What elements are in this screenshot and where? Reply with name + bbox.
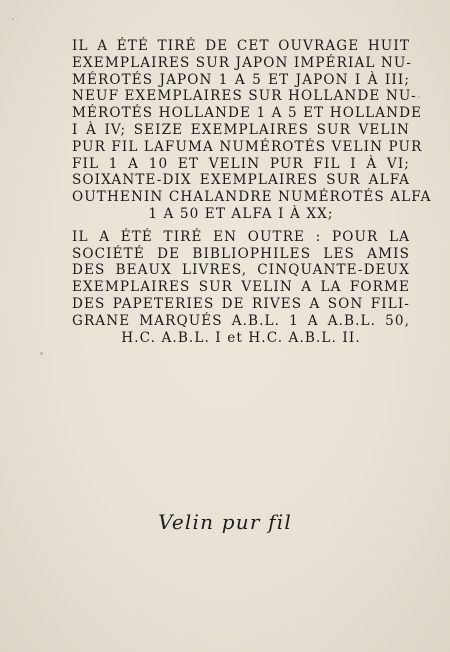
justification-line: EXEMPLAIRES SUR VELIN A LA FORME	[72, 279, 410, 296]
justification-line: DES BEAUX LIVRES, CINQUANTE-DEUX	[72, 262, 410, 279]
paper-speck	[40, 352, 43, 355]
justification-line: IL A ÉTÉ TIRÉ DE CET OUVRAGE HUIT	[72, 38, 410, 54]
justification-paragraph-2	[72, 229, 410, 347]
justification-line: GRANE MARQUÉS A.B.L. 1 A A.B.L. 50,	[72, 312, 410, 329]
justification-line: DES PAPETERIES DE RIVES A SON FILI-	[72, 295, 410, 312]
justification-line: MÉROTÉS JAPON 1 A 5 ET JAPON I À III;	[72, 71, 410, 88]
justification-line: H.C. A.B.L. I et H.C. A.B.L. II.	[121, 329, 361, 346]
justification-line: SOCIÉTÉ DE BIBLIOPHILES LES AMIS	[72, 245, 410, 262]
paper-speck	[12, 18, 14, 20]
justification-line: EXEMPLAIRES SUR JAPON IMPÉRIAL NU-	[72, 54, 412, 71]
justification-line: IL A ÉTÉ TIRÉ EN OUTRE : POUR LA	[72, 228, 410, 245]
justification-line: SOIXANTE-DIX EXEMPLAIRES SUR ALFA	[72, 172, 410, 189]
paper-type-label: Velin pur fil	[158, 510, 292, 534]
paper-speck	[418, 96, 420, 98]
justification-paragraph-1	[72, 38, 432, 223]
justification-block	[72, 38, 432, 352]
justification-line: MÉROTÉS HOLLANDE 1 A 5 ET HOLLANDE	[72, 105, 423, 122]
justification-line: OUTHENIN CHALANDRE NUMÉROTÉS ALFA	[72, 189, 432, 206]
justification-line: 1 A 50 ET ALFA I À XX;	[148, 205, 334, 222]
justification-line: I À IV; SEIZE EXEMPLAIRES SUR VELIN	[72, 121, 410, 138]
justification-line: PUR FIL LAFUMA NUMÉROTÉS VELIN PUR	[72, 138, 423, 155]
justification-line: FIL 1 A 10 ET VELIN PUR FIL I À VI;	[72, 155, 410, 172]
justification-line: NEUF EXEMPLAIRES SUR HOLLANDE NU-	[72, 88, 417, 105]
